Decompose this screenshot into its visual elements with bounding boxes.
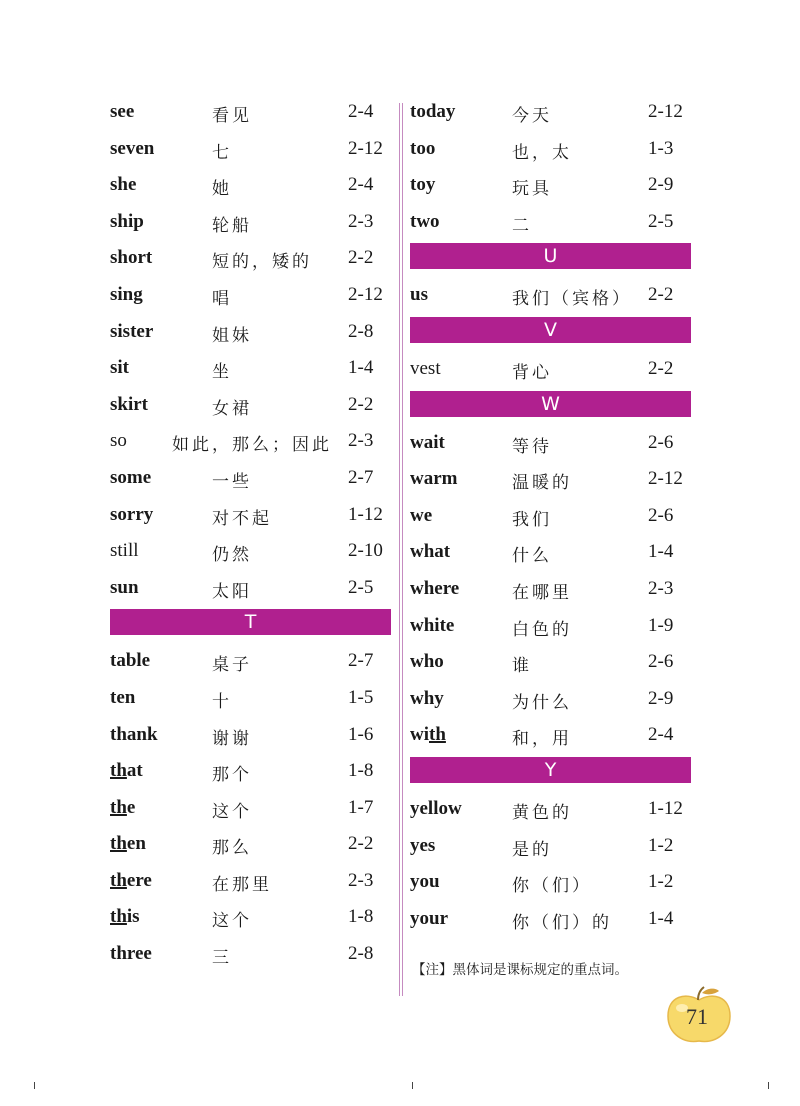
vocab-meaning: 三: [212, 948, 232, 969]
word-rest: en: [126, 833, 146, 855]
vocab-word: sun: [110, 576, 139, 598]
vocab-unit: 1-8: [348, 760, 374, 782]
vocab-word: see: [110, 101, 135, 122]
vocab-meaning: 这个: [212, 801, 252, 822]
vocab-entry: [110, 459, 392, 496]
vocab-unit: 1-7: [348, 796, 374, 818]
vocab-unit: 1-12: [648, 797, 683, 819]
vocab-meaning: 轮船: [212, 215, 252, 236]
vocab-meaning: 二: [512, 215, 532, 236]
crop-mark: [768, 1082, 769, 1089]
vocab-entry: [410, 900, 692, 937]
vocab-word: wait: [410, 431, 445, 453]
vocab-entry: [410, 166, 692, 203]
vocab-meaning: 坐: [212, 362, 232, 383]
vocab-entry: [410, 863, 692, 900]
vocab-unit: 1-4: [648, 907, 674, 929]
word-underlined-part: th: [110, 906, 127, 928]
vocab-entry: [110, 679, 392, 716]
vocab-meaning: 你（们）: [512, 876, 592, 897]
vocab-word: yes: [410, 834, 436, 856]
vocab-word: so: [110, 430, 127, 452]
vocab-meaning: 那个: [212, 765, 252, 786]
vocab-unit: 2-12: [348, 137, 383, 159]
vocab-unit: 1-8: [348, 906, 374, 928]
vocab-entry: [410, 497, 692, 534]
word-rest: ere: [126, 869, 152, 891]
vocab-meaning: 黄色的: [512, 802, 572, 823]
vocabulary-column-right: [410, 93, 692, 936]
vocab-entry: [110, 349, 392, 386]
vocab-unit: 2-3: [648, 577, 674, 599]
crop-mark: [34, 1082, 35, 1089]
section-header-y: Y: [410, 757, 691, 783]
vocab-word: she: [110, 174, 137, 196]
vocab-meaning: 也，太: [512, 142, 572, 163]
vocab-entry: [110, 789, 392, 826]
vocab-unit: 2-7: [348, 466, 374, 488]
vocab-word: we: [410, 504, 433, 526]
vocab-unit: 2-2: [348, 393, 374, 415]
vocab-unit: 2-8: [348, 943, 374, 965]
vocab-entry: [110, 935, 392, 972]
page-number-badge: [664, 986, 732, 1044]
vocab-entry: [110, 532, 392, 569]
vocab-unit: 2-12: [648, 468, 683, 490]
vocab-entry: [410, 533, 692, 570]
vocab-word: why: [410, 687, 444, 709]
vocab-word: sit: [110, 357, 129, 379]
vocab-meaning: 看见: [212, 106, 252, 126]
word-underlined-part: th: [110, 760, 127, 782]
vocab-meaning: 如此，那么；因此: [172, 435, 332, 456]
vocab-unit: 1-9: [648, 614, 674, 636]
vocab-unit: 2-5: [648, 210, 674, 232]
vocab-entry: [110, 130, 392, 167]
vocab-word: [110, 833, 146, 855]
section-header-t: T: [110, 609, 391, 635]
vocab-entry: [110, 239, 392, 276]
vocab-word: today: [410, 101, 456, 122]
vocab-meaning: 仍然: [212, 545, 252, 566]
vocab-word: sing: [110, 283, 143, 305]
vocab-unit: 2-6: [648, 651, 674, 673]
vocab-word: skirt: [110, 393, 148, 415]
vocab-unit: 2-5: [348, 576, 374, 598]
page-number: 71: [686, 1004, 708, 1029]
vocab-word: vest: [410, 357, 441, 379]
vocab-meaning: 女裙: [212, 398, 252, 419]
vocab-unit: 1-5: [348, 686, 374, 708]
vocab-entry: [110, 313, 392, 350]
vocab-entry: [410, 643, 692, 680]
vocab-word: warm: [410, 468, 458, 490]
vocab-word: what: [410, 541, 451, 563]
vocab-entry: [110, 569, 392, 606]
vocab-word: table: [110, 650, 151, 672]
vocab-meaning: 白色的: [512, 619, 572, 640]
vocab-meaning: 我们: [512, 509, 552, 530]
vocab-entry: [110, 386, 392, 423]
footnote: 【注】黑体词是课标规定的重点词。: [412, 962, 628, 978]
vocab-entry: [410, 203, 692, 240]
vocab-entry: [110, 93, 392, 130]
vocab-word: three: [110, 943, 152, 965]
vocab-meaning: 对不起: [212, 508, 272, 529]
vocab-word: sorry: [110, 503, 154, 525]
crop-mark: [412, 1082, 413, 1089]
vocab-entry: [410, 716, 692, 753]
vocab-word: ten: [110, 686, 136, 708]
vocab-entry: [110, 716, 392, 753]
section-header-w: W: [410, 391, 691, 417]
vocab-meaning: 背心: [512, 362, 552, 383]
vocab-unit: 1-12: [348, 503, 383, 525]
word-underlined-part: th: [110, 869, 127, 891]
vocab-entry: [110, 276, 392, 313]
vocab-word: [110, 797, 135, 819]
vocab-entry: [110, 496, 392, 533]
vocab-meaning: 什么: [512, 546, 552, 567]
vocab-unit: 2-6: [648, 504, 674, 526]
vocab-entry: [110, 825, 392, 862]
vocab-word: yellow: [410, 797, 462, 819]
word-underlined-part: th: [110, 796, 127, 818]
vocab-unit: 2-7: [348, 650, 374, 672]
vocab-meaning: 姐妹: [212, 325, 252, 346]
vocab-meaning: 和，用: [512, 729, 572, 750]
vocab-word: still: [110, 540, 139, 562]
vocab-word: white: [410, 614, 455, 636]
vocab-word: short: [110, 247, 153, 269]
vocab-entry: [410, 607, 692, 644]
vocab-word: some: [110, 466, 152, 488]
word-rest: at: [126, 760, 143, 782]
vocab-meaning: 谁: [512, 656, 532, 677]
vocab-word: you: [410, 871, 440, 893]
vocab-entry: [410, 680, 692, 717]
word-underlined-part: th: [429, 724, 446, 746]
vocab-meaning: 这个: [212, 911, 252, 932]
vocab-meaning: 谢谢: [212, 728, 252, 749]
vocab-meaning: 十: [212, 691, 232, 712]
vocab-meaning: 七: [212, 142, 232, 163]
vocab-unit: 2-2: [348, 247, 374, 269]
vocab-meaning: 我们（宾格）: [512, 289, 632, 310]
vocab-unit: 2-2: [348, 833, 374, 855]
vocab-entry: [110, 203, 392, 240]
vocab-unit: 2-3: [348, 430, 374, 452]
vocab-entry: [410, 424, 692, 461]
vocab-meaning: 她: [212, 179, 232, 200]
vocab-unit: 2-12: [648, 101, 683, 122]
column-divider: [399, 103, 404, 996]
vocab-meaning: 温暖的: [512, 473, 572, 494]
vocab-unit: 2-4: [648, 724, 674, 746]
vocab-word: two: [410, 210, 440, 232]
vocab-word: who: [410, 651, 444, 673]
vocab-unit: 1-4: [348, 357, 374, 379]
vocab-meaning: 玩具: [512, 179, 552, 200]
vocab-unit: 2-9: [648, 174, 674, 196]
vocab-word: [110, 906, 140, 928]
vocab-entry: [410, 460, 692, 497]
section-header-v: V: [410, 317, 691, 343]
word-rest: is: [126, 906, 140, 928]
vocab-unit: 1-2: [648, 834, 674, 856]
vocab-word: toy: [410, 174, 436, 196]
vocab-entry: [410, 570, 692, 607]
vocab-entry: [410, 827, 692, 864]
vocab-unit: 2-2: [648, 357, 674, 379]
vocab-unit: 2-6: [648, 431, 674, 453]
vocab-entry: [110, 166, 392, 203]
word-head: wi: [410, 724, 429, 746]
vocab-unit: 2-4: [348, 101, 374, 122]
vocab-entry: [410, 790, 692, 827]
vocab-entry: [410, 130, 692, 167]
vocab-unit: 2-8: [348, 320, 374, 342]
vocab-meaning: 一些: [212, 471, 252, 492]
vocab-unit: 2-12: [348, 283, 383, 305]
vocab-word: [110, 870, 152, 892]
vocab-meaning: 为什么: [512, 692, 572, 713]
vocab-meaning: 那么: [212, 838, 252, 859]
vocab-entry: [110, 642, 392, 679]
vocab-unit: 2-2: [648, 284, 674, 306]
vocab-word: [110, 760, 143, 782]
vocab-meaning: 今天: [512, 106, 552, 126]
vocab-word: us: [410, 284, 428, 306]
vocab-word: seven: [110, 137, 155, 159]
word-rest: e: [126, 796, 136, 818]
vocab-word: your: [410, 907, 448, 929]
vocab-word: too: [410, 137, 436, 159]
vocab-word: [410, 724, 446, 746]
vocab-meaning: 在哪里: [512, 582, 572, 603]
vocab-entry: [110, 422, 392, 459]
vocab-unit: 1-3: [648, 137, 674, 159]
vocab-entry: [110, 898, 392, 935]
vocab-unit: 2-3: [348, 869, 374, 891]
vocab-word: sister: [110, 320, 154, 342]
vocab-word: where: [410, 577, 460, 599]
vocab-meaning: 等待: [512, 436, 552, 457]
vocab-entry: [410, 93, 692, 130]
vocab-entry: [110, 862, 392, 899]
vocabulary-column-left: [110, 93, 392, 972]
vocab-entry: [410, 350, 692, 387]
vocab-meaning: 在那里: [212, 874, 272, 895]
vocab-unit: 2-4: [348, 174, 374, 196]
vocab-word: thank: [110, 723, 158, 745]
vocab-meaning: 短的，矮的: [212, 252, 312, 273]
section-header-u: U: [410, 243, 691, 269]
vocab-meaning: 唱: [212, 288, 232, 309]
vocab-word: ship: [110, 210, 144, 232]
vocab-entry: [410, 276, 692, 313]
vocab-entry: [110, 752, 392, 789]
vocab-unit: 2-3: [348, 210, 374, 232]
vocab-unit: 2-9: [648, 687, 674, 709]
vocab-unit: 1-2: [648, 871, 674, 893]
vocab-meaning: 是的: [512, 839, 552, 860]
word-underlined-part: th: [110, 833, 127, 855]
vocab-unit: 2-10: [348, 540, 383, 562]
vocab-meaning: 太阳: [212, 581, 252, 602]
vocab-meaning: 你（们）的: [512, 912, 612, 933]
vocab-unit: 1-6: [348, 723, 374, 745]
vocab-unit: 1-4: [648, 541, 674, 563]
vocab-meaning: 桌子: [212, 655, 252, 676]
